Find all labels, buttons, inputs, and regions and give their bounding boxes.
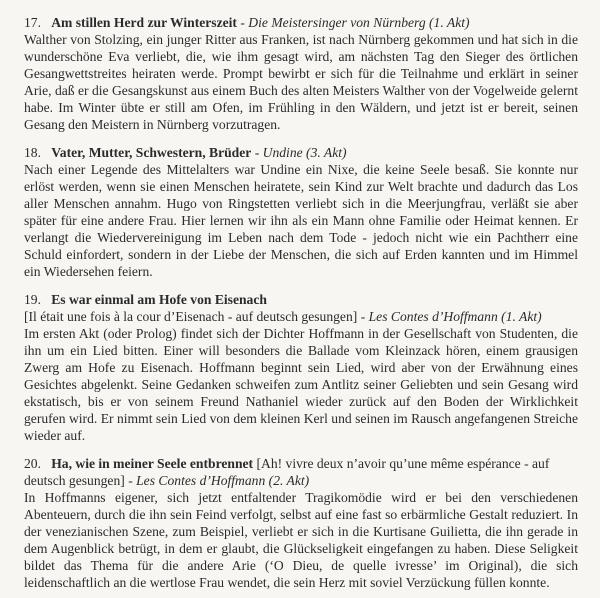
entry-heading	[24, 14, 578, 31]
entry-heading	[24, 144, 578, 161]
separator: -	[236, 15, 249, 30]
track-number: 17.	[24, 15, 41, 30]
original-title-note: [Ah! vivre deux n’avoir qu’une même espérance - auf deutsch gesungen]	[24, 456, 550, 488]
track-number: 20.	[24, 456, 41, 471]
aria-title: Vater, Mutter, Schwestern, Brüder	[51, 145, 252, 160]
entry-20	[24, 455, 578, 591]
entry-18	[24, 144, 578, 280]
entry-body: Im ersten Akt (oder Prolog) findet sich der Dichter Hoffmann in der Gesellschaft von Studenten, die ihn um ein Lied bitten. Einer will besonders die Ballade vom Kleinzack hören, einem grausigen Zwerg am Hofe zu Eisenach. Hoffmann beginnt sein Lied, wird aber von der Erwähnung eines Gesichtes abgelenkt. Seine Gedanken schweifen zum Antlitz seiner Geliebten und sein Gesang wird ekstatisch, bis er von seinem Freund Nathaniel wieder zurück auf den Boden der Wirklichkeit gerufen wird. Er nimmt sein Lied von dem kleinen Kerl und seinen im Rausch angefangenen Streiche wieder auf.	[24, 326, 578, 443]
entry-17	[24, 14, 578, 133]
entry-heading	[24, 455, 578, 489]
separator: -	[124, 473, 137, 488]
separator: -	[251, 145, 263, 160]
entry-body: In Hoffmanns eigener, sich jetzt entfaltender Tragikomödie wird er bei den verschiedenen Abenteuern, durch die ihn sein Feind verfolgt, selbst auf eine fast so erbärmliche Gestalt reduziert. In der venezianischen Szene, zum Beispiel, verliebt er sich in die Kurtisane Guilietta, die ihn gerade in dem Augenblick betrügt, in dem er glaubt, die Glückseligkeit eingefangen zu haben. Diese Seligkeit bildet das Thema für die andere Arie (‘O Dieu, de quelle ivresse’ im Original), die sich leidenschaftlich an die wertlose Frau wendet, die sein Herz mit soviel Verzückung füllen konnte.	[24, 490, 578, 590]
entry-body: Nach einer Legende des Mittelalters war Undine ein Nixe, die keine Seele besaß. Sie konnte nur erlöst werden, wenn sie einen Menschen heiratete, sein Kind zur Welt brachte und dadurch das Los aller Menschen annahm. Hugo von Ringstetten verliebt sich in die Meerjungfrau, verläßt sie aber später für eine andere Frau. Hier lernen wir ihn als ein Mann ohne Familie oder Heimat kennen. Er verlangt die Wiedervereinigung im Leben nach dem Tode - jedoch nicht wie ein Pachtherr eine Schuld einfordert, sondern in der Liebe der Menschen, die sich auf Erden kannten und im Himmel ein Wiedersehen feiern.	[24, 162, 578, 279]
separator: -	[357, 309, 369, 324]
entry-19	[24, 291, 578, 444]
opera-source: Undine (3. Akt)	[262, 145, 347, 160]
track-number: 18.	[24, 145, 41, 160]
opera-source: Die Meistersinger von Nürnberg (1. Akt)	[248, 15, 470, 30]
opera-source: Les Contes d’Hoffmann (2. Akt)	[136, 473, 310, 488]
entry-subheading	[24, 308, 578, 325]
aria-title: Am stillen Herd zur Winterszeit	[51, 15, 237, 30]
track-number: 19.	[24, 292, 41, 307]
entry-heading	[24, 291, 578, 308]
opera-source: Les Contes d’Hoffmann (1. Akt)	[368, 309, 542, 324]
aria-title: Ha, wie in meiner Seele entbrennet	[51, 456, 254, 471]
entry-body: Walther von Stolzing, ein junger Ritter aus Franken, ist nach Nürnberg gekommen und hat sich in die wunderschöne Eva verliebt, die, wie ihm gesagt wird, am nächsten Tag den Sieger des örtlichen Gesangwettstreites heiraten werde. Prompt bewirbt er sich für die Teilnahme und erklärt in seiner Arie, daß er die Gesangskunst aus einem Buch des alten Meisters Walther von der Vogelweide gelernt habe. Im Winter übte er still am Ofen, im Frühling in den Wäldern, und jetzt ist er bereit, seinen Gesang den Meistern in Nürnberg vorzutragen.	[24, 32, 578, 132]
aria-title: Es war einmal am Hofe von Eisenach	[51, 292, 267, 307]
original-title-note: [Il était une fois à la cour d’Eisenach - auf deutsch gesungen]	[24, 309, 358, 324]
